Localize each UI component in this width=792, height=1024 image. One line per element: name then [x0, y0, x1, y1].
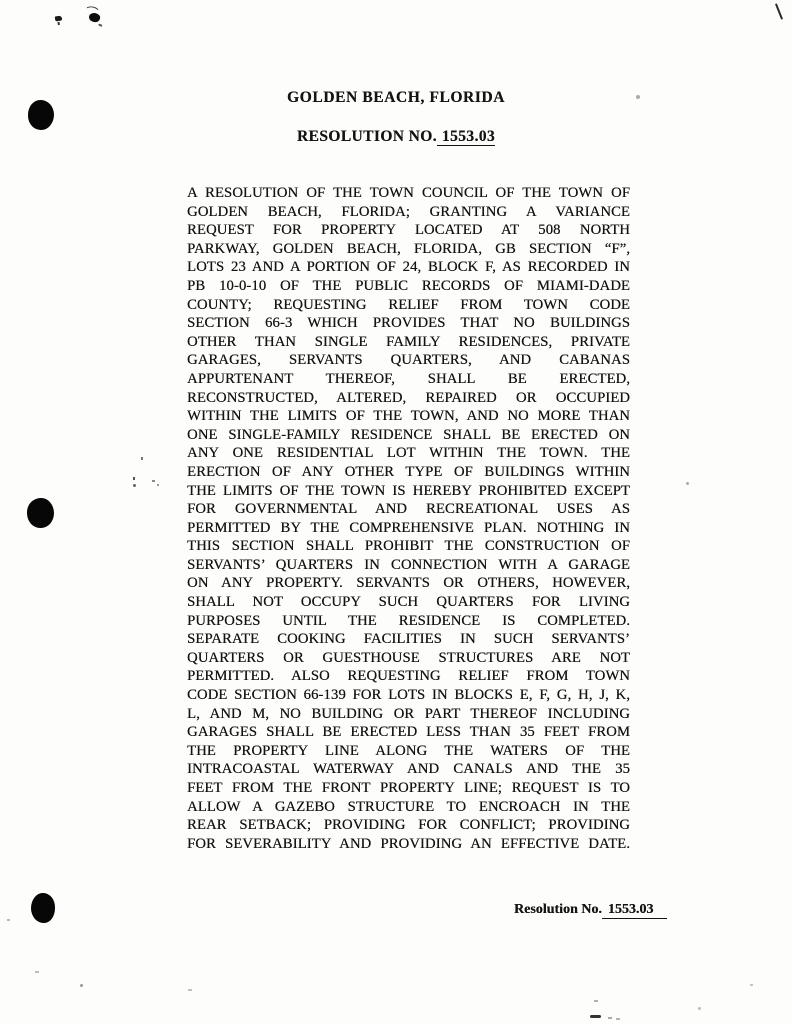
ink-speck — [55, 16, 63, 22]
ink-speck — [35, 971, 39, 973]
body-text-line: L, AND M, NO BUILDING OR PART THEREOF INCLUDING — [187, 705, 630, 722]
body-text-line: FOR GOVERNMENTAL AND RECREATIONAL USES AS — [187, 501, 630, 518]
body-text-line: SECTION 66-3 WHICH PROVIDES THAT NO BUILDINGS — [187, 315, 630, 332]
ink-speck — [686, 482, 689, 485]
body-text-line: APPURTENANT THEREOF, SHALL BE ERECTED, — [187, 370, 630, 387]
ink-speck — [157, 484, 159, 486]
body-text-line: FOR SEVERABILITY AND PROVIDING AN EFFECTIVE DATE. — [187, 835, 630, 852]
resolution-body-text — [187, 184, 630, 853]
ink-speck — [152, 480, 155, 482]
resolution-number-heading — [0, 128, 792, 146]
ink-speck — [698, 1007, 701, 1010]
body-text-line: PERMITTED BY THE COMPREHENSIVE PLAN. NOTHING IN — [187, 519, 630, 536]
ink-speck — [616, 1018, 620, 1020]
body-text-line: THIS SECTION SHALL PROHIBIT THE CONSTRUCTION OF — [187, 538, 630, 555]
ink-speck — [133, 484, 136, 487]
ink-speck — [594, 1000, 598, 1002]
body-text-line: SHALL NOT OCCUPY SUCH QUARTERS FOR LIVING — [187, 594, 630, 611]
ink-speck — [188, 989, 192, 991]
ink-speck — [80, 984, 83, 987]
body-text-line: ONE SINGLE-FAMILY RESIDENCE SHALL BE ERECTED ON — [187, 426, 630, 443]
ink-speck — [750, 984, 753, 986]
body-text-line: LOTS 23 AND A PORTION OF 24, BLOCK F, AS RECORDED IN — [187, 259, 630, 276]
body-text-line: THE PROPERTY LINE ALONG THE WATERS OF THE — [187, 742, 630, 759]
body-text-line: SEPARATE COOKING FACILITIES IN SUCH SERVANTS’ — [187, 631, 630, 648]
body-text-line: CODE SECTION 66-139 FOR LOTS IN BLOCKS E, F, G, H, J, K, — [187, 687, 630, 704]
body-text-line: PARKWAY, GOLDEN BEACH, FLORIDA, GB SECTION “F”, — [187, 240, 630, 257]
body-text-line: GARAGES SHALL BE ERECTED LESS THAN 35 FEET FROM — [187, 724, 630, 741]
body-text-line: RECONSTRUCTED, ALTERED, REPAIRED OR OCCUPIED — [187, 389, 630, 406]
body-text-line: COUNTY; REQUESTING RELIEF FROM TOWN CODE — [187, 296, 630, 313]
body-text-line: OTHER THAN SINGLE FAMILY RESIDENCES, PRIVATE — [187, 333, 630, 350]
hole-punch-mark-middle — [27, 498, 54, 528]
ink-speck — [775, 3, 783, 20]
ink-speck — [608, 1017, 612, 1019]
body-text-line: ANY ONE RESIDENTIAL LOT WITHIN THE TOWN. THE — [187, 445, 630, 462]
body-text-line: INTRACOASTAL WATERWAY AND CANALS AND THE 35 — [187, 761, 630, 778]
body-text-line: REAR SETBACK; PROVIDING FOR CONFLICT; PROVIDING — [187, 817, 630, 834]
ink-speck — [133, 477, 135, 480]
body-text-line: QUARTERS OR GUESTHOUSE STRUCTURES ARE NOT — [187, 649, 630, 666]
ink-speck — [141, 457, 143, 460]
body-text-line: THE LIMITS OF THE TOWN IS HEREBY PROHIBITED EXCEPT — [187, 482, 630, 499]
body-text-line: ON ANY PROPERTY. SERVANTS OR OTHERS, HOWEVER, — [187, 575, 630, 592]
body-text-line: GARAGES, SERVANTS QUARTERS, AND CABANAS — [187, 352, 630, 369]
footer-resolution-value: 1553.03 — [602, 902, 668, 919]
body-text-line: PB 10-0-10 OF THE PUBLIC RECORDS OF MIAMI-DADE — [187, 277, 630, 294]
ink-speck — [7, 919, 10, 921]
ink-speck — [88, 11, 102, 24]
footer-resolution-number — [514, 902, 667, 918]
body-text-line: SERVANTS’ QUARTERS IN CONNECTION WITH A GARAGE — [187, 556, 630, 573]
resolution-number: 1553.03 — [437, 128, 495, 146]
resolution-label: RESOLUTION NO. — [296, 128, 437, 145]
document-header — [0, 89, 792, 146]
footer-resolution-label: Resolution No. — [514, 902, 602, 917]
body-text-line: PERMITTED. ALSO REQUESTING RELIEF FROM TOWN — [187, 668, 630, 685]
body-text-line: FEET FROM THE FRONT PROPERTY LINE; REQUEST IS TO — [187, 780, 630, 796]
body-text-line: WITHIN THE LIMITS OF THE TOWN, AND NO MORE THAN — [187, 408, 630, 425]
ink-speck — [590, 1015, 601, 1018]
body-text-line: REQUEST FOR PROPERTY LOCATED AT 508 NORTH — [187, 222, 630, 239]
body-text-line: PURPOSES UNTIL THE RESIDENCE IS COMPLETED. — [187, 612, 630, 629]
body-text-line: GOLDEN BEACH, FLORIDA; GRANTING A VARIANCE — [187, 203, 630, 220]
hole-punch-mark-bottom — [31, 893, 55, 923]
document-title: GOLDEN BEACH, FLORIDA — [287, 89, 505, 106]
body-text-line: ALLOW A GAZEBO STRUCTURE TO ENCROACH IN THE — [187, 798, 630, 815]
body-text-line: ERECTION OF ANY OTHER TYPE OF BUILDINGS WITHIN — [187, 463, 630, 480]
body-text-line: A RESOLUTION OF THE TOWN COUNCIL OF THE TOWN OF — [187, 185, 630, 201]
